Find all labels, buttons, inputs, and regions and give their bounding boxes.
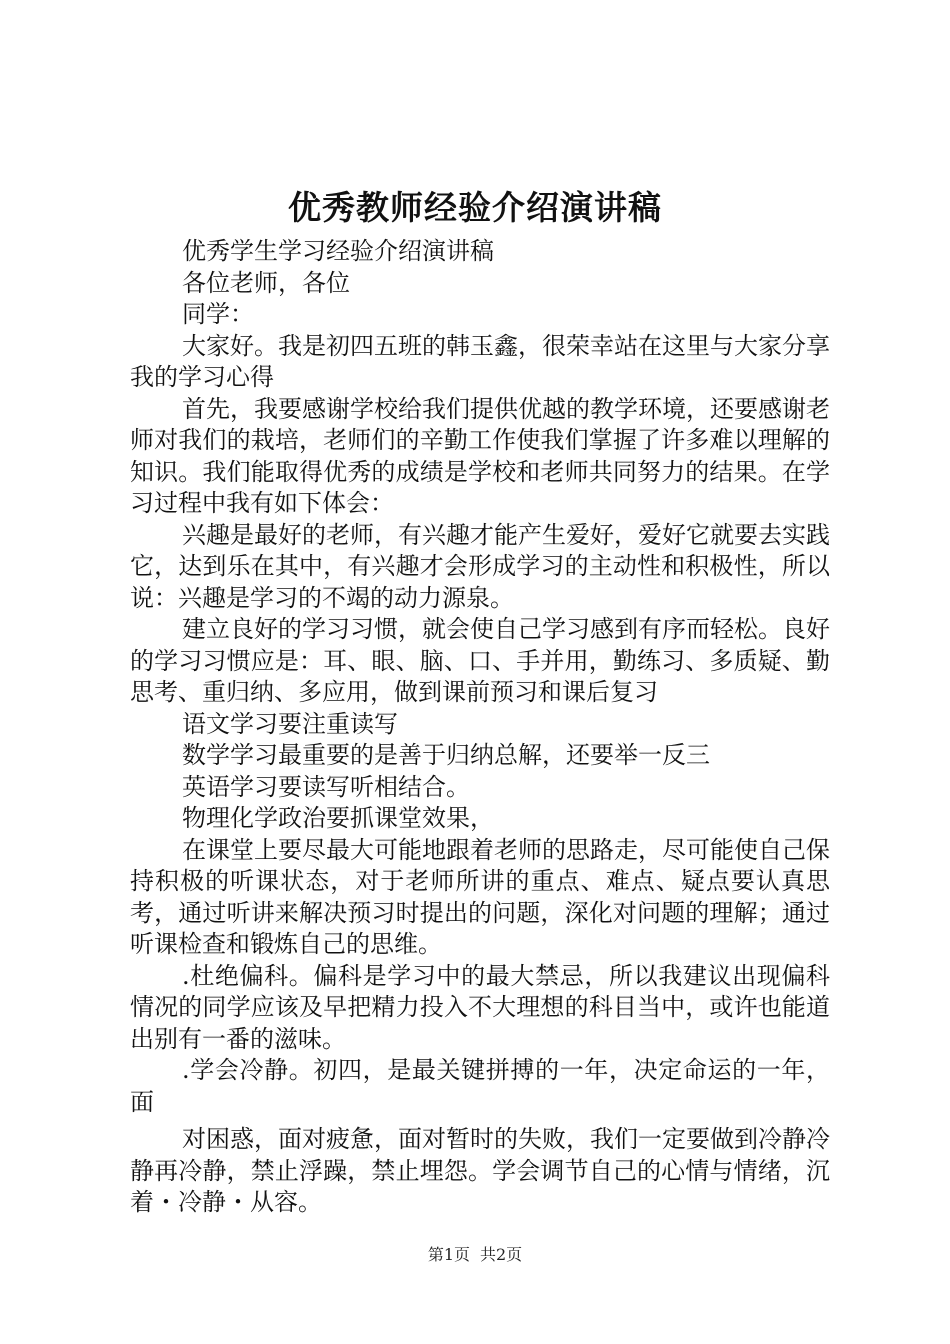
paragraph-greeting-teachers: 各位老师，各位: [182, 268, 350, 297]
document-body: [130, 236, 830, 1219]
paragraph-calm-continued: 对困惑，面对疲惫，面对暂时的失败，我们一定要做到冷静冷静再冷静，禁止浮躁，禁止埋怨。学会调节自己的心情与情绪，沉着・冷静・从容。: [130, 1125, 830, 1216]
paragraph-science: 物理化学政治要抓课堂效果，: [182, 804, 494, 832]
paragraph-introduction: 大家好。我是初四五班的韩玉鑫，很荣幸站在这里与大家分享我的学习心得: [130, 331, 830, 391]
paragraph-english: 英语学习要读写听相结合。: [182, 772, 470, 801]
paragraph-chinese: 语文学习要注重读写: [182, 709, 398, 738]
paragraph-classroom: 在课堂上要尽最大可能地跟着老师的思路走，尽可能使自己保持积极的听课状态，对于老师所讲的重点、难点、疑点要认真思考，通过听讲来解决预习时提出的问题，深化对问题的理解；通过听课检查和锻炼自己的思维。: [130, 835, 830, 958]
paragraph-calm: .学会冷静。初四，是最关键拼搏的一年，决定命运的一年，面: [130, 1056, 830, 1116]
page-number: 第1页: [427, 1245, 470, 1264]
paragraph-interest: 兴趣是最好的老师，有兴趣才能产生爱好，爱好它就要去实践它，达到乐在其中，有兴趣才会形成学习的主动性和积极性，所以说：兴趣是学习的不竭的动力源泉。: [130, 520, 830, 612]
paragraph-math: 数学学习最重要的是善于归纳总解，还要举一反三: [182, 741, 710, 769]
document-title: 优秀教师经验介绍演讲稿: [288, 188, 662, 227]
paragraph-greeting-students: 同学：: [182, 300, 254, 328]
paragraph-no-bias: .杜绝偏科。偏科是学习中的最大禁忌，所以我建议出现偏科情况的同学应该及早把精力投入不大理想的科目当中，或许也能道出别有一番的滋味。: [130, 961, 830, 1053]
paragraph-subtitle: 优秀学生学习经验介绍演讲稿: [182, 237, 494, 265]
paragraph-thanks: 首先，我要感谢学校给我们提供优越的教学环境，还要感谢老师对我们的栽培，老师们的辛勤工作使我们掌握了许多难以理解的知识。我们能取得优秀的成绩是学校和老师共同努力的结果。在学习过程中我有如下体会：: [130, 394, 830, 517]
paragraph-habits: 建立良好的学习习惯，就会使自己学习感到有序而轻松。良好的学习习惯应是：耳、眼、脑、口、手并用，勤练习、多质疑、勤思考、重归纳、多应用，做到课前预习和课后复习: [130, 615, 830, 706]
page-footer: [0, 1244, 950, 1266]
page-total: 共2页: [480, 1245, 523, 1264]
